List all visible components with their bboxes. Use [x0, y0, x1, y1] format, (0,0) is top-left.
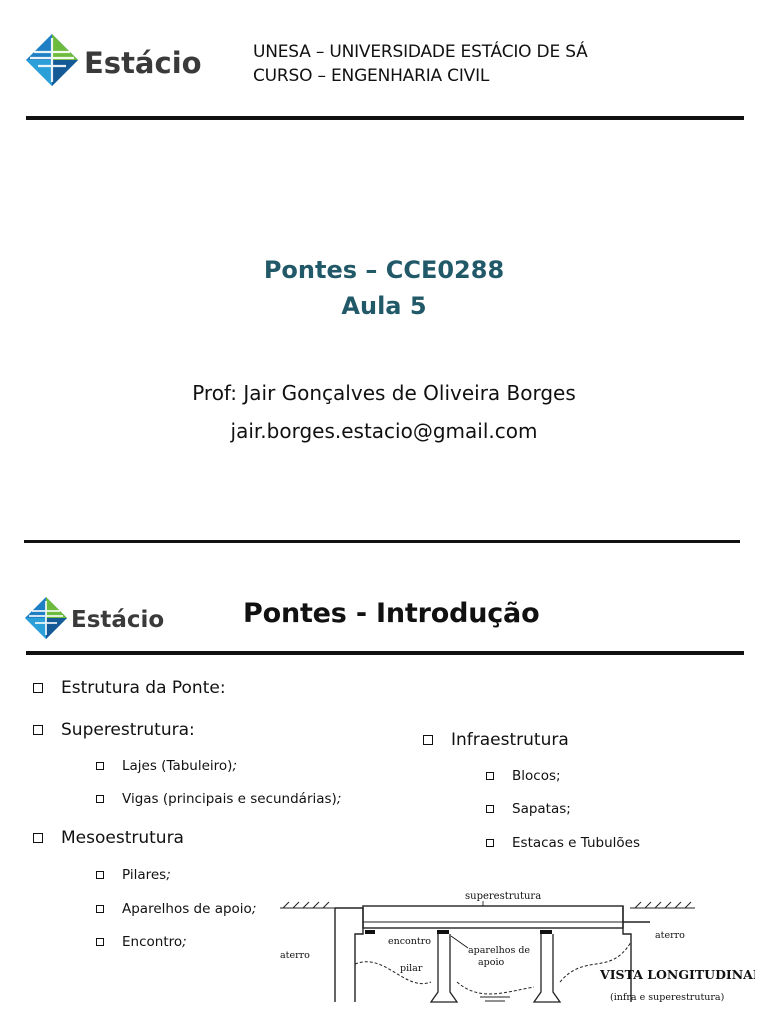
- header-university: UNESA – UNIVERSIDADE ESTÁCIO DE SÁ: [253, 42, 588, 62]
- header-divider: [26, 116, 744, 120]
- list-item: Estrutura da Ponte:: [33, 678, 226, 698]
- checkbox-bullet-icon: [96, 871, 104, 879]
- diamond-logo-icon: [26, 34, 78, 86]
- abutment-right: [623, 906, 650, 1002]
- list-item: Superestrutura:: [33, 720, 195, 740]
- checkbox-bullet-icon: [96, 905, 104, 913]
- sub-list-item: Aparelhos de apoio ;: [96, 901, 256, 917]
- checkbox-bullet-icon: [423, 735, 433, 745]
- checkbox-bullet-icon: [33, 833, 43, 843]
- institution-header: [253, 40, 588, 88]
- bearing-pier1: [437, 930, 449, 934]
- bearing-left: [365, 930, 375, 934]
- abutment-left: [335, 908, 363, 1002]
- list-item: Mesoestrutura: [33, 828, 184, 848]
- pier-1: [431, 934, 457, 1002]
- svg-text:Estácio: Estácio: [71, 607, 165, 633]
- lesson-number: Aula 5: [341, 292, 427, 320]
- checkbox-bullet-icon: [96, 762, 104, 770]
- checkbox-bullet-icon: [96, 795, 104, 803]
- checkbox-bullet-icon: [486, 772, 494, 780]
- svg-text:aparelhos de: aparelhos de: [468, 945, 531, 956]
- sub-list-item: Lajes (Tabuleiro) ;: [96, 758, 237, 774]
- slide-title: [0, 252, 768, 324]
- professor-name: Prof: Jair Gonçalves de Oliveira Borges: [192, 381, 576, 405]
- sub-list-item: Pilares ;: [96, 867, 171, 883]
- sub-list-item: Sapatas;: [486, 801, 571, 817]
- professor-email: jair.borges.estacio@gmail.com: [230, 419, 538, 443]
- checkbox-bullet-icon: [486, 805, 494, 813]
- diamond-logo-icon: [25, 597, 67, 639]
- title-divider: [26, 651, 744, 655]
- estacio-logo: [24, 32, 219, 96]
- checkbox-bullet-icon: [96, 938, 104, 946]
- svg-text:Estácio: Estácio: [84, 46, 202, 80]
- professor-info: [0, 374, 768, 450]
- svg-text:encontro: encontro: [388, 936, 431, 947]
- ground-hatch-right: [630, 902, 695, 908]
- svg-text:pilar: pilar: [400, 963, 423, 974]
- svg-text:superestrutura: superestrutura: [465, 891, 542, 902]
- checkbox-bullet-icon: [33, 683, 43, 693]
- svg-text:(infra e superestrutura): (infra e superestrutura): [610, 992, 725, 1003]
- estacio-logo-small: [24, 596, 179, 648]
- sub-list-item: Estacas e Tubulões: [486, 835, 640, 851]
- svg-text:apoio: apoio: [478, 957, 505, 968]
- svg-text:VISTA LONGITUDINAL: VISTA LONGITUDINAL: [600, 967, 755, 982]
- water-line: [480, 997, 510, 1001]
- list-item: Infraestrutura: [423, 730, 569, 750]
- checkbox-bullet-icon: [486, 839, 494, 847]
- bridge-deck: [363, 906, 623, 928]
- bridge-longitudinal-diagram: [275, 882, 755, 1028]
- sub-list-item: Blocos;: [486, 768, 561, 784]
- header-course: CURSO – ENGENHARIA CIVIL: [253, 66, 490, 86]
- sub-list-item: Encontro ;: [96, 934, 187, 950]
- svg-text:aterro: aterro: [655, 930, 685, 941]
- checkbox-bullet-icon: [33, 725, 43, 735]
- course-title: Pontes – CCE0288: [263, 256, 505, 284]
- ground-hatch-left: [280, 902, 335, 908]
- pier-2: [534, 934, 560, 1002]
- slide-title: Pontes - Introdução: [243, 598, 540, 629]
- svg-text:aterro: aterro: [280, 950, 310, 961]
- slide-separator: [24, 540, 740, 543]
- sub-list-item: Vigas (principais e secundárias) ;: [96, 791, 341, 807]
- bearing-pier2: [540, 930, 552, 934]
